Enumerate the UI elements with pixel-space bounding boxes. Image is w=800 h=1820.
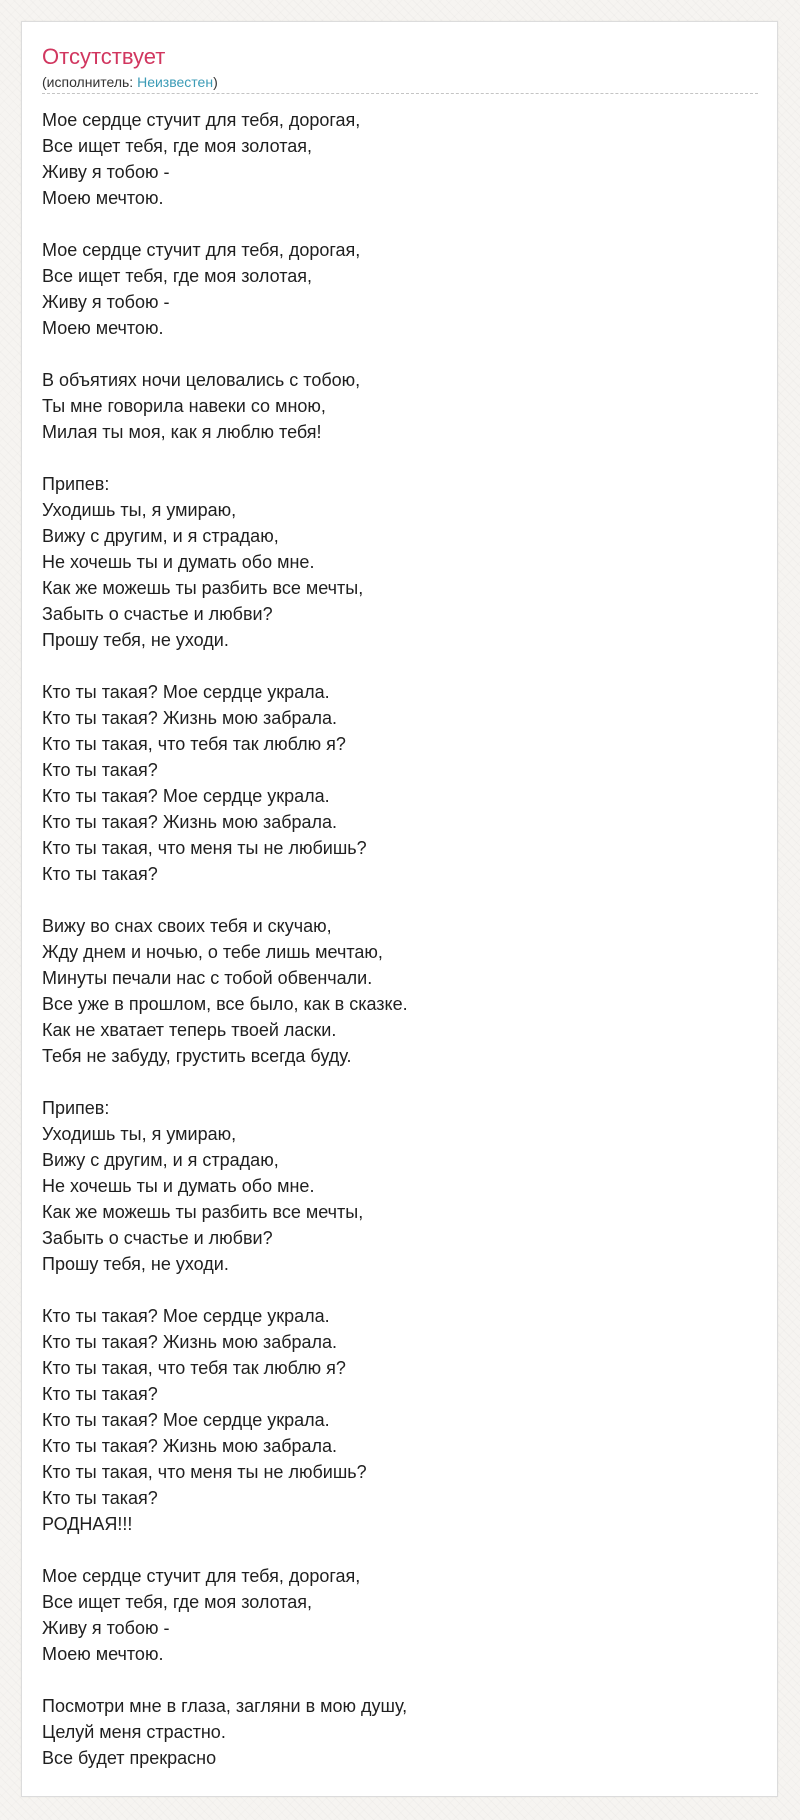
lyric-line: Кто ты такая? xyxy=(42,1488,158,1508)
lyric-line: Моею мечтою. xyxy=(42,1644,164,1664)
artist-line xyxy=(42,74,218,91)
lyric-line: Моею мечтою. xyxy=(42,318,164,338)
lyric-stanza xyxy=(42,1693,408,1771)
lyric-line: Кто ты такая? xyxy=(42,864,158,884)
lyric-line: Припев: xyxy=(42,474,110,494)
lyric-line: Кто ты такая? Жизнь мою забрала. xyxy=(42,1436,338,1456)
lyric-stanza xyxy=(42,107,408,211)
lyric-line: Уходишь ты, я умираю, xyxy=(42,500,237,520)
lyric-stanza xyxy=(42,1095,408,1277)
lyric-line: Вижу во снах своих тебя и скучаю, xyxy=(42,916,332,936)
lyric-line: Все ищет тебя, где моя золотая, xyxy=(42,136,313,156)
lyric-line: Живу я тобою - xyxy=(42,1618,170,1638)
lyric-line: Уходишь ты, я умираю, xyxy=(42,1124,237,1144)
lyric-line: Минуты печали нас с тобой обвенчали. xyxy=(42,968,373,988)
lyric-line: Все уже в прошлом, все было, как в сказке. xyxy=(42,994,408,1014)
lyric-line: В объятиях ночи целовались с тобою, xyxy=(42,370,361,390)
lyric-line: Мое сердце стучит для тебя, дорогая, xyxy=(42,110,361,130)
lyric-stanza xyxy=(42,367,408,445)
artist-suffix: ) xyxy=(213,74,218,90)
lyric-line: Милая ты моя, как я люблю тебя! xyxy=(42,422,322,442)
lyric-line: Кто ты такая? Жизнь мою забрала. xyxy=(42,812,338,832)
lyric-line: Мое сердце стучит для тебя, дорогая, xyxy=(42,240,361,260)
title-divider xyxy=(42,93,758,94)
lyric-line: Как не хватает теперь твоей ласки. xyxy=(42,1020,337,1040)
lyric-line: Кто ты такая? Жизнь мою забрала. xyxy=(42,708,338,728)
lyric-stanza xyxy=(42,1563,408,1667)
lyric-line: Кто ты такая? xyxy=(42,1384,158,1404)
lyric-line: Забыть о счастье и любви? xyxy=(42,1228,273,1248)
lyric-line: Как же можешь ты разбить все мечты, xyxy=(42,1202,364,1222)
lyric-stanza xyxy=(42,679,408,887)
song-title: Отсутствует xyxy=(42,44,166,69)
lyric-line: Прошу тебя, не уходи. xyxy=(42,1254,229,1274)
lyric-line: Кто ты такая, что меня ты не любишь? xyxy=(42,838,367,858)
lyrics-card xyxy=(21,21,778,1797)
lyrics-body xyxy=(42,107,408,1771)
lyric-line: Как же можешь ты разбить все мечты, xyxy=(42,578,364,598)
lyric-line: Живу я тобою - xyxy=(42,292,170,312)
lyric-line: Забыть о счастье и любви? xyxy=(42,604,273,624)
lyric-stanza xyxy=(42,1303,408,1537)
lyric-line: Вижу с другим, и я страдаю, xyxy=(42,1150,279,1170)
artist-prefix: (исполнитель: xyxy=(42,74,138,90)
lyric-line: Кто ты такая? Мое сердце украла. xyxy=(42,1410,330,1430)
lyric-line: Мое сердце стучит для тебя, дорогая, xyxy=(42,1566,361,1586)
lyric-line: Все ищет тебя, где моя золотая, xyxy=(42,1592,313,1612)
lyric-line: Кто ты такая? Мое сердце украла. xyxy=(42,1306,330,1326)
lyric-line: Моею мечтою. xyxy=(42,188,164,208)
lyric-line: Жду днем и ночью, о тебе лишь мечтаю, xyxy=(42,942,383,962)
lyric-line: Живу я тобою - xyxy=(42,162,170,182)
lyric-line: Целуй меня страстно. xyxy=(42,1722,226,1742)
lyric-line: Кто ты такая? xyxy=(42,760,158,780)
lyric-line: Все будет прекрасно xyxy=(42,1748,217,1768)
lyric-line: Кто ты такая, что тебя так люблю я? xyxy=(42,1358,346,1378)
lyric-line: Не хочешь ты и думать обо мне. xyxy=(42,552,315,572)
lyric-line: Посмотри мне в глаза, загляни в мою душу, xyxy=(42,1696,408,1716)
artist-link[interactable]: Неизвестен xyxy=(137,74,214,90)
lyric-stanza xyxy=(42,471,408,653)
lyric-line: Кто ты такая? Мое сердце украла. xyxy=(42,786,330,806)
lyric-line: Тебя не забуду, грустить всегда буду. xyxy=(42,1046,352,1066)
lyric-line: Прошу тебя, не уходи. xyxy=(42,630,229,650)
lyric-line: Кто ты такая, что меня ты не любишь? xyxy=(42,1462,367,1482)
lyric-line: Вижу с другим, и я страдаю, xyxy=(42,526,279,546)
lyric-line: РОДНАЯ!!! xyxy=(42,1514,133,1534)
lyric-stanza xyxy=(42,913,408,1069)
lyric-line: Все ищет тебя, где моя золотая, xyxy=(42,266,313,286)
lyric-line: Кто ты такая? Мое сердце украла. xyxy=(42,682,330,702)
lyric-line: Кто ты такая, что тебя так люблю я? xyxy=(42,734,346,754)
lyric-line: Кто ты такая? Жизнь мою забрала. xyxy=(42,1332,338,1352)
lyric-line: Не хочешь ты и думать обо мне. xyxy=(42,1176,315,1196)
lyric-stanza xyxy=(42,237,408,341)
lyric-line: Припев: xyxy=(42,1098,110,1118)
lyric-line: Ты мне говорила навеки со мною, xyxy=(42,396,326,416)
